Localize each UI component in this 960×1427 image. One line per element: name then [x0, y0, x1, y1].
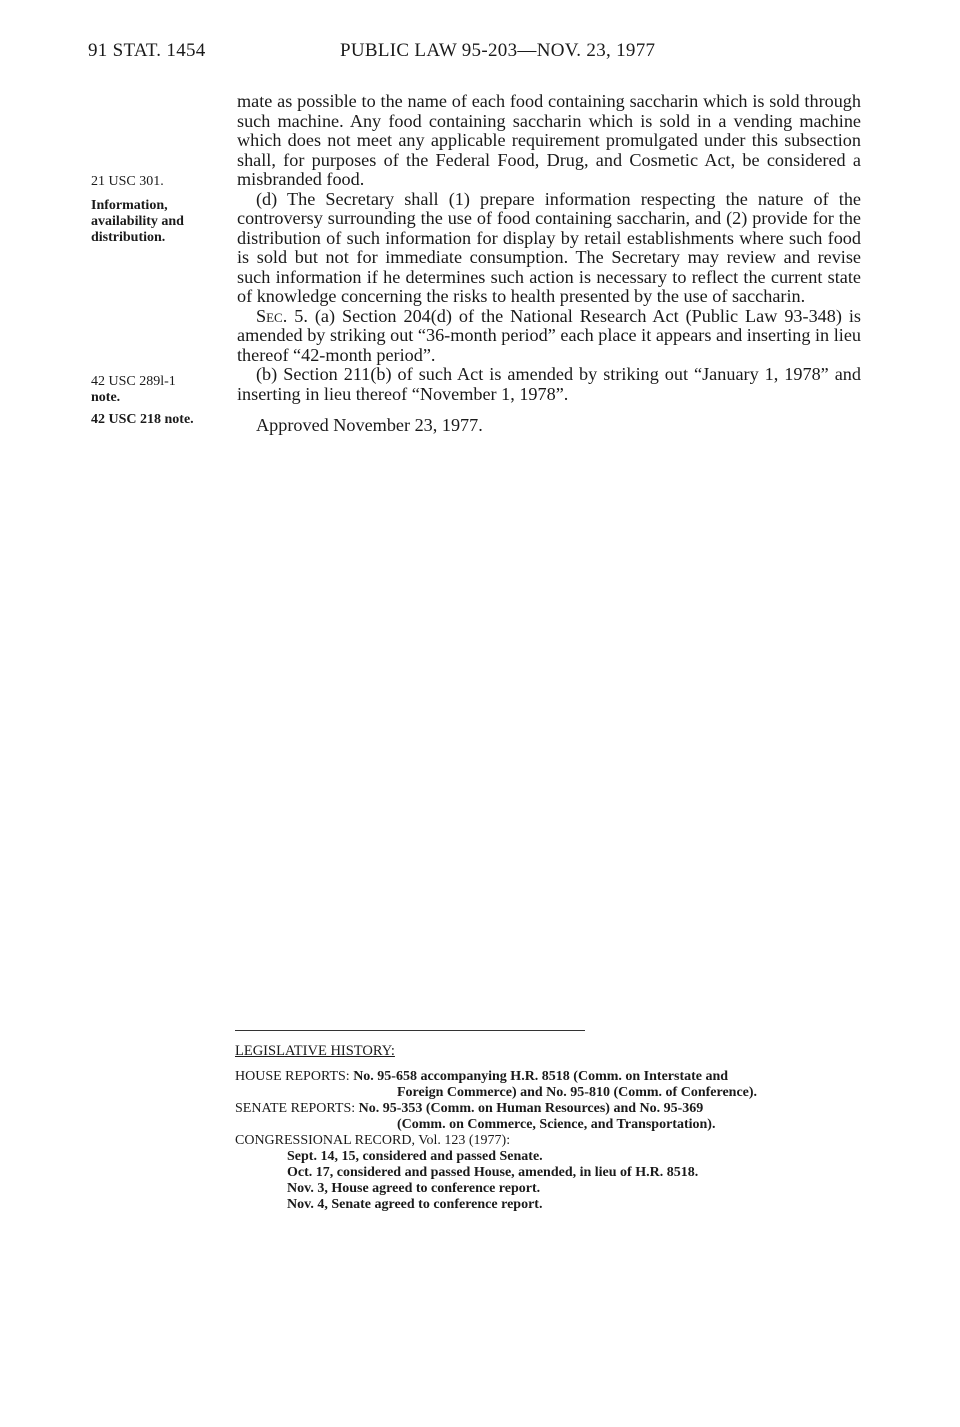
page-header [88, 40, 865, 70]
statute-page-number: 91 STAT. 1454 [88, 40, 206, 61]
margin-note-21-usc-301: 21 USC 301. [91, 174, 164, 189]
paragraph-d: (d) The Secretary shall (1) prepare information respecting the nature of the controversy surrounding the use of food containing saccharin, and (2) provide for the distribution of such information for display by retail establishments where such food is sold but not for immediate consumption. The Secretary may review and revise such information if he determines such action is necessary to reflect the current state of knowledge concerning the risks to health presented by the use of saccharin. [237, 188, 861, 306]
senate-reports-cont: (Comm. on Commerce, Science, and Transportation). [397, 1117, 716, 1132]
legislative-history-title: LEGISLATIVE HISTORY: [235, 1043, 395, 1059]
house-reports: HOUSE REPORTS: No. 95-658 accompanying H.R. 8518 (Comm. on Interstate and [235, 1069, 729, 1084]
margin-note-information: Information, availability and distribution. [91, 198, 184, 245]
footnote-divider [235, 1030, 585, 1031]
record-item: Sept. 14, 15, considered and passed Senate. [287, 1149, 543, 1164]
paragraph-continuation: mate as possible to the name of each food containing saccharin which is sold through such machine. Any food containing saccharin which is sold in a vending machine which does not meet any applicable requirement promulgated under this subsection shall, for purposes of the Federal Food, Drug, and Cosmetic Act, be considered a misbranded food. [237, 91, 861, 189]
record-item: Nov. 4, Senate agreed to conference report. [287, 1197, 543, 1212]
legislative-history [235, 1043, 865, 1213]
section-label: Sec. 5. [256, 305, 308, 326]
paragraph-sec-5b: (b) Section 211(b) of such Act is amended by striking out “January 1, 1978” and inserting in lieu thereof “November 1, 1978”. [237, 364, 861, 404]
public-law-title: PUBLIC LAW 95-203—NOV. 23, 1977 [340, 40, 656, 61]
record-item: Oct. 17, considered and passed House, amended, in lieu of H.R. 8518. [287, 1165, 699, 1180]
margin-note-42-usc-289l: 42 USC 289l-1 note. [91, 374, 176, 405]
statute-body [237, 92, 861, 436]
paragraph-sec-5a: Sec. 5. (a) Section 204(d) of the National Research Act (Public Law 93-348) is amended by striking out “36-month period” each place it appears and inserting in lieu thereof “42-month period”. [237, 305, 861, 365]
senate-reports: SENATE REPORTS: No. 95-353 (Comm. on Human Resources) and No. 95-369 [235, 1101, 704, 1116]
congressional-record: CONGRESSIONAL RECORD, Vol. 123 (1977): [235, 1133, 511, 1148]
approval-date: Approved November 23, 1977. [256, 415, 483, 435]
house-reports-cont: Foreign Commerce) and No. 95-810 (Comm. of Conference). [397, 1085, 758, 1100]
margin-note-42-usc-218: 42 USC 218 note. [91, 412, 194, 427]
record-item: Nov. 3, House agreed to conference report. [287, 1181, 541, 1196]
